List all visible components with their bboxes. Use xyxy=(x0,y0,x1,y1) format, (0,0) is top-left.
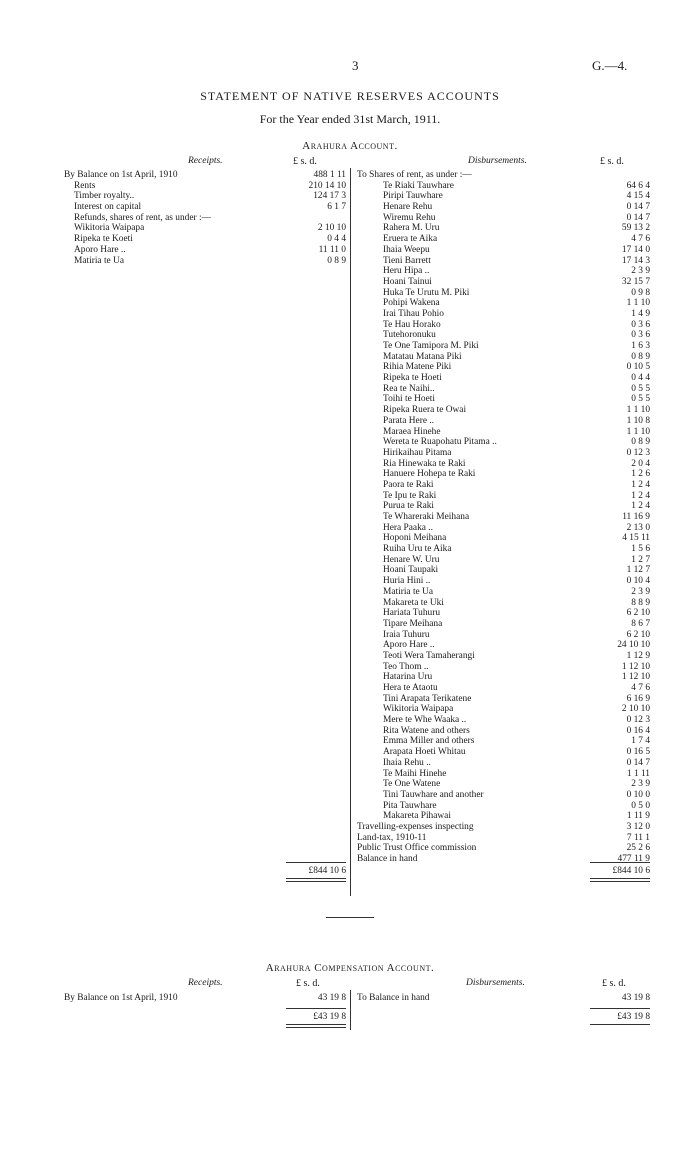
disbursement-row-amount: 1 10 8 xyxy=(626,415,650,426)
disbursement-row-amount: 3 12 0 xyxy=(626,821,650,832)
document-reference: G.—4. xyxy=(592,58,628,73)
disbursement-row xyxy=(357,843,650,854)
disbursement-row-amount: 1 1 10 xyxy=(626,426,650,437)
compensation-column-divider xyxy=(350,990,351,1030)
disbursement-row xyxy=(357,490,650,502)
disbursement-row-amount: 1 2 6 xyxy=(631,469,650,480)
disbursement-row-amount: 0 3 6 xyxy=(631,330,650,341)
disbursement-row-amount: 4 15 11 xyxy=(622,533,650,544)
page-title: STATEMENT OF NATIVE RESERVES ACCOUNTS xyxy=(200,89,500,103)
disbursement-row-label: Public Trust Office commission xyxy=(357,843,477,854)
compensation-receipts-total-double-underline xyxy=(286,1027,346,1028)
disbursement-row-label: Makareta te Uki xyxy=(383,597,444,608)
column-divider xyxy=(350,168,351,896)
disbursement-row-amount: 6 2 10 xyxy=(626,629,650,640)
disbursement-row-amount: 1 12 10 xyxy=(621,672,650,683)
disbursement-row-label: Heru Hipa .. xyxy=(383,266,430,277)
compensation-receipts-total-rule xyxy=(286,1008,346,1009)
disbursement-row-amount: 17 14 3 xyxy=(621,255,650,266)
disbursement-row-label: Pita Tauwhare xyxy=(383,800,437,811)
disbursement-row-amount: 0 12 3 xyxy=(626,447,650,458)
disbursement-row xyxy=(357,554,650,566)
receipts-currency-header: £ s. d. xyxy=(293,156,317,167)
disbursement-row xyxy=(357,789,650,801)
disbursement-row-label: Purua te Raki xyxy=(383,501,435,512)
disbursement-row-label: Ripeka te Hoeti xyxy=(383,373,442,384)
disbursement-row-amount: 2 0 4 xyxy=(631,458,650,469)
disbursement-row xyxy=(357,244,650,256)
receipt-row-amount: 0 4 4 xyxy=(327,234,346,245)
receipt-row xyxy=(64,213,350,224)
disbursement-row-amount: 1 2 4 xyxy=(631,490,650,501)
disbursement-row-label: Toihi te Hoeti xyxy=(383,394,435,405)
disbursement-row-amount: 4 7 6 xyxy=(631,683,650,693)
receipts-total-underline xyxy=(286,878,346,879)
disbursement-row xyxy=(357,212,650,224)
receipt-row-amount: 210 14 10 xyxy=(308,180,346,191)
disbursement-row xyxy=(357,683,650,694)
disbursement-row-amount: 0 14 7 xyxy=(626,212,650,223)
disbursement-row xyxy=(357,426,650,438)
disbursement-row-label: Te Hau Horako xyxy=(383,319,441,330)
receipt-row-label: Aporo Hare .. xyxy=(74,244,126,255)
disbursement-row-amount: 1 12 7 xyxy=(626,565,650,576)
disbursement-row-amount: 2 3 9 xyxy=(631,266,650,277)
receipt-row-label: By Balance on 1st April, 1910 xyxy=(64,170,178,180)
disbursement-row-label: Rea te Naihi.. xyxy=(383,383,435,394)
receipt-row-label: Ripeka te Koeti xyxy=(74,234,133,245)
disbursement-row xyxy=(357,854,650,865)
disbursement-row-label: Makareta Pihawai xyxy=(383,811,451,822)
disbursement-row-amount: 6 16 9 xyxy=(626,693,650,704)
disbursement-row xyxy=(357,565,650,576)
compensation-disbursements-total-rule xyxy=(590,1008,650,1009)
disbursement-row-amount: 1 6 3 xyxy=(631,341,650,351)
disbursements-total-double-underline xyxy=(590,881,650,882)
disbursement-row-amount: 17 14 0 xyxy=(621,244,650,255)
disbursement-row-amount: 8 8 9 xyxy=(631,597,650,608)
disbursement-row-label: Iraia Tuhuru xyxy=(383,629,430,640)
disbursement-row-amount: 0 9 8 xyxy=(631,287,650,298)
disbursement-row-label: Hoani Tainui xyxy=(383,276,432,287)
disbursement-row-label: Hera Paaka .. xyxy=(383,522,433,533)
receipt-row-label: Wikitoria Waipapa xyxy=(74,223,145,234)
disbursement-row-label: Teo Thom .. xyxy=(383,661,429,672)
compensation-receipt-row xyxy=(64,993,350,1004)
disbursement-row-amount: 0 14 7 xyxy=(626,202,650,213)
disbursement-row-label: Te Riaki Tauwhare xyxy=(383,180,454,191)
compensation-disbursements-total: £43 19 8 xyxy=(617,1012,650,1022)
receipt-row-label: Refunds, shares of rent, as under :— xyxy=(74,212,211,223)
receipts-table xyxy=(64,170,350,266)
disbursement-row xyxy=(357,715,650,726)
disbursement-row-amount: 1 12 9 xyxy=(626,650,650,661)
disbursement-row xyxy=(357,170,647,181)
disbursement-row xyxy=(357,373,650,384)
disbursement-row-label: Hoponi Meihana xyxy=(383,533,447,544)
disbursement-row xyxy=(357,383,650,395)
disbursements-total-rule xyxy=(590,862,650,863)
disbursement-row xyxy=(357,725,650,737)
receipts-total-double-underline xyxy=(286,881,346,882)
disbursement-row-label: Wikitoria Waipapa xyxy=(383,704,454,715)
disbursement-row-amount: 0 3 6 xyxy=(631,319,650,330)
disbursement-row xyxy=(357,768,650,780)
disbursement-row-amount: 1 2 4 xyxy=(631,501,650,512)
disbursement-row-amount: 11 16 9 xyxy=(622,512,650,522)
arahura-account-title: Arahura Account. xyxy=(302,140,398,152)
receipt-row-amount: 124 17 3 xyxy=(313,191,346,202)
receipt-row-label: Matiria te Ua xyxy=(74,255,124,266)
disbursement-row-label: Tipare Meihana xyxy=(383,618,443,629)
disbursements-header: Disbursements. xyxy=(468,156,527,166)
disbursement-row-amount: 1 1 11 xyxy=(626,768,650,779)
disbursements-total-underline xyxy=(590,878,650,879)
disbursement-row-label: Piripi Tauwhare xyxy=(383,191,443,202)
disbursement-row xyxy=(357,597,650,609)
disbursement-row xyxy=(357,308,650,320)
disbursement-row xyxy=(357,576,650,587)
disbursement-row-label: Hera te Ataotu xyxy=(383,683,438,693)
disbursement-row-amount: 0 12 3 xyxy=(626,715,650,726)
receipts-total-rule xyxy=(286,862,346,863)
disbursement-row-label: To Shares of rent, as under :— xyxy=(357,170,472,180)
disbursement-row-amount: 1 2 7 xyxy=(631,554,650,565)
disbursement-row-label: Teoti Wera Tamaherangi xyxy=(383,650,475,661)
disbursement-row-label: Balance in hand xyxy=(357,854,418,864)
receipt-row-amount: 11 11 0 xyxy=(318,244,346,255)
disbursement-row-amount: 1 7 4 xyxy=(631,736,650,747)
disbursements-currency-header: £ s. d. xyxy=(600,156,624,167)
compensation-receipts-total: £43 19 8 xyxy=(313,1012,346,1022)
disbursement-row xyxy=(357,832,650,844)
disbursement-row-amount: 0 16 4 xyxy=(626,725,650,736)
disbursement-row-label: Emma Miller and others xyxy=(383,736,475,747)
disbursement-row-label: Paora te Raki xyxy=(383,479,434,490)
disbursement-row-label: Wiremu Rehu xyxy=(383,212,436,223)
disbursement-row xyxy=(357,650,650,662)
disbursement-row xyxy=(357,180,650,192)
disbursement-row-amount: 0 4 4 xyxy=(631,373,650,384)
receipt-row-label: Rents xyxy=(74,180,96,191)
disbursement-row-label: Hatarina Uru xyxy=(383,672,433,683)
disbursement-row xyxy=(357,223,650,234)
disbursement-row-amount: 25 2 6 xyxy=(626,843,650,854)
receipt-row-amount: 6 1 7 xyxy=(327,202,346,213)
disbursement-row xyxy=(357,351,650,363)
compensation-disbursements-table xyxy=(357,993,650,1004)
receipt-row xyxy=(64,256,350,267)
disbursement-row-amount: 0 10 4 xyxy=(626,576,650,587)
disbursement-row xyxy=(357,512,650,523)
disbursement-row xyxy=(357,544,650,555)
disbursement-row-label: Parata Here .. xyxy=(383,415,435,426)
disbursement-row xyxy=(357,629,650,641)
disbursement-row-label: Irai Tihau Pohio xyxy=(383,308,444,319)
disbursement-row xyxy=(357,704,650,715)
disbursement-row-label: Ruiha Uru te Aika xyxy=(383,544,452,555)
disbursement-row-label: Te Whareraki Meihana xyxy=(383,512,470,522)
disbursement-row-label: Tini Arapata Terikatene xyxy=(383,693,472,704)
disbursement-row-amount: 1 2 4 xyxy=(631,479,650,490)
disbursement-row xyxy=(357,661,650,673)
disbursement-row-label: Aporo Hare .. xyxy=(383,640,435,651)
disbursement-row-amount: 6 2 10 xyxy=(626,608,650,619)
disbursement-row xyxy=(357,234,650,245)
disbursement-row xyxy=(357,255,650,267)
disbursement-row-amount: 2 3 9 xyxy=(631,586,650,597)
disbursement-row-label: Henare Rehu xyxy=(383,202,433,213)
disbursement-row-amount: 477 11 9 xyxy=(617,854,650,864)
disbursement-row xyxy=(357,608,650,619)
disbursement-row xyxy=(357,394,650,405)
disbursement-row-label: Tieni Barrett xyxy=(383,255,431,266)
disbursement-row-label: Hoani Taupaki xyxy=(383,565,439,576)
disbursement-row-amount: 0 16 5 xyxy=(626,747,650,758)
disbursement-row-amount: 1 5 6 xyxy=(631,544,650,555)
disbursement-row-label: Ripeka Ruera te Owai xyxy=(383,405,467,416)
disbursement-row-label: Hanuere Hohepa te Raki xyxy=(383,469,476,480)
disbursement-row-amount: 4 15 4 xyxy=(626,191,650,202)
disbursement-row-amount: 8 6 7 xyxy=(631,618,650,629)
disbursement-row-amount: 0 5 0 xyxy=(631,800,650,811)
compensation-disbursements-total-underline xyxy=(590,1024,650,1025)
disbursement-row-label: Hariata Tuhuru xyxy=(383,608,441,619)
disbursement-row xyxy=(357,501,650,512)
disbursement-row-amount: 7 11 1 xyxy=(626,832,650,843)
disbursement-row-label: Henare W. Uru xyxy=(383,554,440,565)
disbursement-row-amount: 0 8 9 xyxy=(631,437,650,448)
compensation-disbursement-row-amount: 43 19 8 xyxy=(621,993,650,1003)
disbursement-row-amount: 24 10 10 xyxy=(617,640,650,651)
disbursement-row xyxy=(357,330,650,341)
disbursement-row-label: Ihaia Weepu xyxy=(383,244,430,255)
compensation-disbursements-currency-header: £ s. d. xyxy=(602,978,626,989)
page-number: 3 xyxy=(352,58,359,73)
disbursement-row-label: Pohipi Wakena xyxy=(383,298,440,309)
disbursement-row-label: Te One Watene xyxy=(383,779,441,790)
disbursement-row-amount: 1 1 10 xyxy=(626,405,650,416)
disbursement-row-label: Matiria te Ua xyxy=(383,586,433,597)
disbursement-row xyxy=(357,415,650,427)
disbursement-row xyxy=(357,362,650,373)
page-subtitle: For the Year ended 31st March, 1911. xyxy=(259,112,441,126)
compensation-receipts-total-underline xyxy=(286,1024,346,1025)
disbursement-row-label: Rihia Matene Piki xyxy=(383,362,452,373)
compensation-disbursements-header: Disbursements. xyxy=(466,978,525,988)
disbursement-row xyxy=(357,447,650,459)
disbursement-row-amount: 32 15 7 xyxy=(621,276,650,287)
compensation-receipts-currency-header: £ s. d. xyxy=(296,978,320,989)
disbursement-row xyxy=(357,800,650,812)
receipt-row-amount: 488 1 11 xyxy=(313,170,346,180)
disbursement-row-label: Tini Tauwhare and another xyxy=(383,789,484,800)
compensation-disbursement-row-label: To Balance in hand xyxy=(357,993,430,1003)
receipt-row-amount: 0 8 9 xyxy=(327,255,346,266)
disbursement-row-amount: 1 12 10 xyxy=(621,661,650,672)
disbursement-row-amount: 59 13 2 xyxy=(621,223,650,234)
disbursement-row xyxy=(357,437,650,448)
disbursement-row-amount: 1 1 10 xyxy=(626,298,650,309)
receipt-row-label: Interest on capital xyxy=(74,202,142,213)
disbursement-row xyxy=(357,319,650,331)
disbursement-row-label: Travelling-expenses inspecting xyxy=(357,821,474,832)
disbursement-row-amount: 0 14 7 xyxy=(626,757,650,768)
disbursement-row-label: Tutehoronuku xyxy=(383,330,436,341)
disbursement-row-label: Te Maihi Hinehe xyxy=(383,768,447,779)
disbursement-row xyxy=(357,202,650,213)
disbursement-row-amount: 2 10 10 xyxy=(621,704,650,715)
disbursement-row xyxy=(357,811,650,822)
receipts-header: Receipts. xyxy=(188,156,223,166)
disbursement-row xyxy=(357,821,650,833)
disbursement-row xyxy=(357,458,650,470)
disbursement-row-amount: 0 10 5 xyxy=(626,362,650,373)
disbursement-row-label: Ria Hinewaka te Raki xyxy=(383,458,466,469)
disbursement-row xyxy=(357,479,650,491)
disbursement-row xyxy=(357,276,650,288)
disbursement-row-amount: 0 5 5 xyxy=(631,394,650,405)
compensation-account-title: Arahura Compensation Account. xyxy=(265,962,435,974)
disbursement-row xyxy=(357,405,650,416)
section-separator xyxy=(326,917,374,918)
receipt-row-label: Timber royalty.. xyxy=(74,191,135,202)
receipt-row xyxy=(64,170,350,181)
compensation-disbursement-row xyxy=(357,993,650,1004)
receipts-total: £844 10 6 xyxy=(308,866,346,876)
disbursement-row xyxy=(357,266,650,277)
disbursement-row-amount: 4 7 6 xyxy=(631,234,650,245)
disbursement-row-label: Wereta te Ruapohatu Pitama .. xyxy=(383,437,497,448)
disbursement-row xyxy=(357,618,650,630)
disbursement-row-label: Rahera M. Uru xyxy=(383,223,440,234)
receipt-row-amount: 2 10 10 xyxy=(317,223,346,234)
disbursement-row xyxy=(357,640,650,651)
disbursement-row-label: Maraea Hinehe xyxy=(383,426,441,437)
disbursement-row-amount: 1 4 9 xyxy=(631,308,650,319)
disbursement-row xyxy=(357,522,650,534)
compensation-receipts-table xyxy=(64,993,350,1004)
disbursement-row xyxy=(357,779,650,790)
disbursement-row xyxy=(357,533,650,544)
disbursement-row xyxy=(357,757,650,769)
disbursement-row-amount: 1 11 9 xyxy=(626,811,650,822)
disbursements-total: £844 10 6 xyxy=(612,866,650,876)
disbursement-row-label: Eruera te Aika xyxy=(383,234,438,245)
disbursement-row xyxy=(357,287,650,299)
disbursement-row-amount: 0 8 9 xyxy=(631,351,650,362)
disbursement-row xyxy=(357,747,650,758)
disbursement-row-label: Rita Watene and others xyxy=(383,725,470,736)
disbursement-row-label: Matatau Matana Piki xyxy=(383,351,462,362)
disbursement-row-amount: 2 13 0 xyxy=(626,522,650,533)
disbursement-row xyxy=(357,736,650,747)
disbursement-row-label: Ihaia Rehu .. xyxy=(383,757,431,768)
disbursement-row xyxy=(357,469,650,480)
receipt-row xyxy=(64,181,350,192)
disbursement-row-label: Arapata Hoeti Whitau xyxy=(383,747,466,758)
disbursement-row-amount: 64 6 4 xyxy=(626,180,650,191)
disbursements-table xyxy=(357,170,650,865)
compensation-receipts-header: Receipts. xyxy=(188,978,223,988)
disbursement-row-label: Land-tax, 1910-11 xyxy=(357,832,427,843)
disbursement-row xyxy=(357,586,650,598)
disbursement-row-amount: 0 10 0 xyxy=(626,789,650,800)
disbursement-row-label: Te One Tamipora M. Piki xyxy=(383,341,479,351)
compensation-receipt-row-amount: 43 19 8 xyxy=(317,993,346,1003)
disbursement-row-amount: 2 3 9 xyxy=(631,779,650,790)
receipt-row xyxy=(64,234,350,245)
disbursement-row xyxy=(357,298,650,309)
receipt-row xyxy=(64,191,350,202)
disbursement-row xyxy=(357,693,650,705)
disbursement-row xyxy=(357,191,650,202)
disbursement-row xyxy=(357,672,650,683)
disbursement-row-label: Huria Hini .. xyxy=(383,576,431,587)
disbursement-row-amount: 0 5 5 xyxy=(631,383,650,394)
disbursement-row-label: Hirikaihau Pitama xyxy=(383,447,452,458)
disbursement-row-label: Te Ipu te Raki xyxy=(383,490,437,501)
receipt-row xyxy=(64,223,350,234)
receipt-row xyxy=(64,202,350,213)
receipt-row xyxy=(64,245,350,256)
disbursement-row-label: Huka Te Urutu M. Piki xyxy=(383,287,470,298)
disbursement-row xyxy=(357,341,650,352)
disbursement-row-label: Mere te Whe Waaka .. xyxy=(383,715,467,726)
compensation-receipt-row-label: By Balance on 1st April, 1910 xyxy=(64,993,178,1003)
